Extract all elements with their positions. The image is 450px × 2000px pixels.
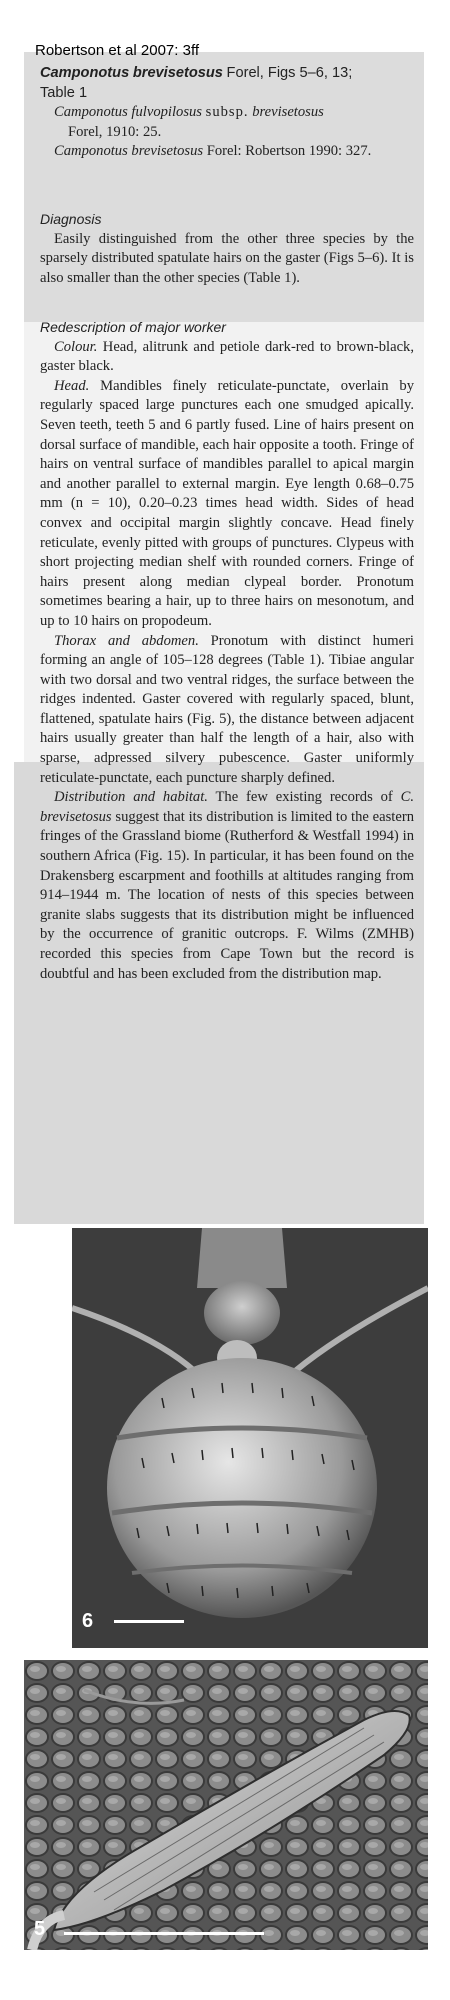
distribution-text-1: The few existing records of <box>207 789 401 806</box>
distribution-species: C. brevisetosus <box>40 789 414 825</box>
colour-label: Colour. <box>54 338 98 355</box>
species-epithet: brevisetosus <box>132 65 223 81</box>
colour-text: Head, alitrunk and petiole dark-red to brown-black, gaster black. <box>40 338 414 375</box>
head-paragraph <box>40 377 414 632</box>
synonym-2-ref: Forel: Robertson 1990: 327. <box>206 143 372 160</box>
genus-name: Camponotus <box>40 65 130 81</box>
species-title <box>40 64 414 84</box>
thorax-label: Thorax and abdomen. <box>54 632 199 649</box>
species-header-block <box>40 64 414 162</box>
synonym-1-ref: Forel, 1910: 25. <box>68 123 162 140</box>
distribution-label: Distribution and habitat. <box>54 789 208 806</box>
synonym-1-subsp: subsp. <box>205 104 249 121</box>
synonym-2-name: Camponotus brevisetosus <box>54 143 204 160</box>
figure-5-hair-micrograph <box>24 1660 428 1950</box>
redescription-section <box>40 318 414 984</box>
diagnosis-heading: Diagnosis <box>40 211 102 227</box>
diagnosis-text: Easily distinguished from the other three species by the sparsely distributed spatulate hairs on the gaster (Figs 5–6). It is also smaller than the other species (Table 1). <box>40 230 414 286</box>
head-text: Mandibles finely reticulate-punctate, overlain by regularly spaced large punctures each one smudged apically. Seven teeth, teeth 5 and 6 partly fused. Line of hairs present on dorsal surface of mandible, each hair opposite a tooth. Fringe of hairs on ventral surface of mandibles parallel to apical margin and another parallel to external margin. Eye length 0.68–0.75 mm (n = 10), 0.20–0.23 times head width. Sides of head convex and occipital margin slightly concave. Head finely reticulate, evenly pitted with groups of punctures. Clypeus with short projecting median shelf with rounded corners. Fringe of hairs present along median clypeal border. Pronotum sometimes bearing a hair, up to three hairs on mesonotum, and up to 10 hairs on propodeum. <box>40 377 414 629</box>
head-label: Head. <box>54 377 90 394</box>
distribution-paragraph <box>40 788 414 984</box>
figure-5-image <box>24 1660 428 1950</box>
distribution-text-2: suggest that its distribution is limited to the eastern fringes of the Grassland biome (Rutherford & Westfall 1994) in southern Africa (Fig. 15). In particular, it has been found on the Drakensberg escarpment and foothills at altitudes ranging from 914–1944 m. The location of nests of this species between granite slabs suggests that its distribution might be influenced by the occurrence of granitic outcrops. F. Wilms (ZMHB) recorded this species from Cape Town but the record is doubtful and has been excluded from the distribution map. <box>40 808 414 982</box>
species-authority: Forel, Figs 5–6, 13; <box>226 65 353 81</box>
synonym-1-name: Camponotus fulvopilosus <box>54 104 202 121</box>
figure-6-image <box>72 1228 428 1648</box>
colour-paragraph <box>40 338 414 377</box>
figure-6-label: 6 <box>82 1610 94 1632</box>
thorax-paragraph <box>40 632 414 789</box>
synonym-1-rest: brevisetosus <box>252 104 324 121</box>
figure-5-label: 5 <box>34 1918 46 1940</box>
synonym-1 <box>40 103 414 123</box>
figure-6-gaster-micrograph <box>72 1228 428 1648</box>
diagnosis-section <box>40 210 414 288</box>
table-reference: Table 1 <box>40 84 88 101</box>
citation-label: Robertson et al 2007: 3ff <box>35 42 200 59</box>
thorax-text: Pronotum with distinct humeri forming an angle of 105–128 degrees (Table 1). Tibiae angular with two dorsal and two ventral ridges, the surface between the ridges indented. Gaster covered with regularly spaced, blunt, flattened, spatulate hairs (Fig. 5), the distance between adjacent hairs usually greater than half the length of a hair, also with sparse, adpressed silvery pubescence. Gaster uniformly reticulate-punctate, each puncture sharply defined. <box>40 632 414 786</box>
synonym-2 <box>40 142 414 162</box>
redescription-heading: Redescription of major worker <box>40 319 226 335</box>
